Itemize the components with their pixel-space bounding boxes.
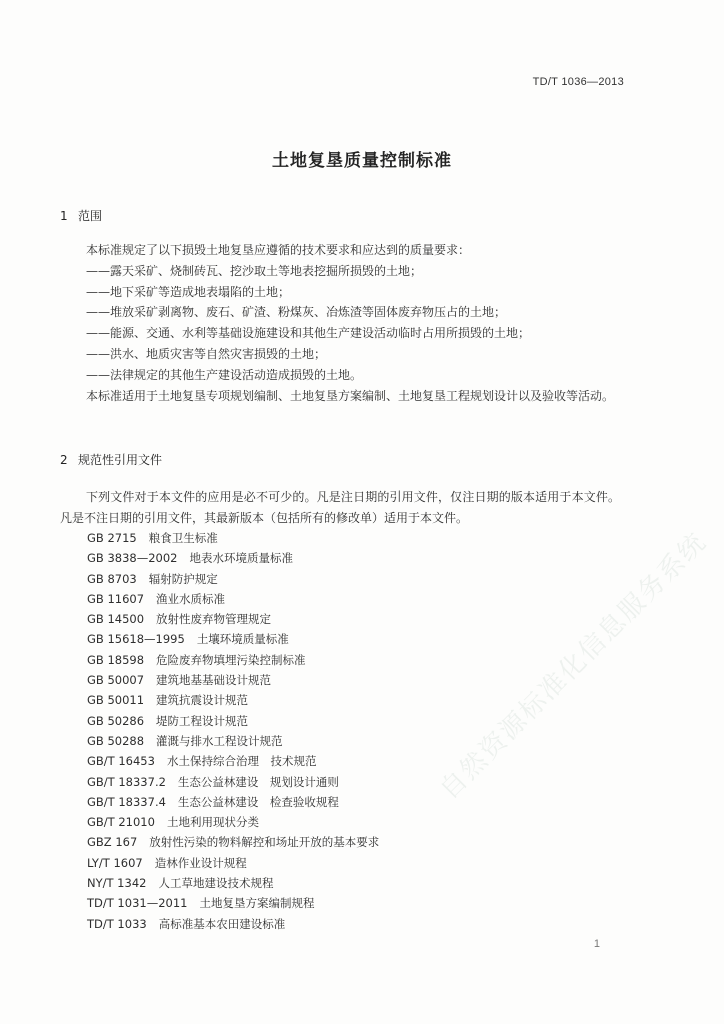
- section-2-body: [60, 487, 620, 529]
- section-1-heading: [60, 207, 102, 224]
- reference-code: GB 14500: [87, 612, 145, 627]
- reference-title: 土地复垦方案编制规程: [199, 896, 315, 911]
- reference-code: GB 50286: [87, 713, 145, 728]
- reference-title: 灌溉与排水工程设计规范: [156, 733, 283, 748]
- reference-code: NY/T 1342: [87, 876, 147, 891]
- reference-title: 渔业水质标准: [156, 591, 226, 606]
- reference-item: [87, 670, 607, 690]
- section-1-intro: 本标准规定了以下损毁土地复垦应遵循的技术要求和应达到的质量要求：: [86, 243, 471, 257]
- reference-code: GB 50288: [87, 733, 145, 748]
- scope-item: ——地下采矿等造成地表塌陷的土地；: [86, 284, 291, 299]
- scope-item: ——能源、交通、水利等基础设施建设和其他生产建设活动临时占用所损毁的土地；: [86, 326, 531, 341]
- reference-title: 高标准基本农田建设标准: [158, 916, 286, 931]
- section-1-body: [60, 240, 620, 406]
- reference-item: [87, 914, 607, 934]
- reference-title: 危险废弃物填埋污染控制标准: [156, 652, 306, 667]
- section-2-number: 2: [60, 453, 68, 467]
- reference-code: GB 11607: [87, 591, 145, 606]
- section-2-title: 规范性引用文件: [78, 453, 163, 467]
- reference-title: 粮食卫生标准: [148, 531, 218, 545]
- reference-code: GB 18598: [87, 652, 145, 667]
- reference-item: [87, 589, 607, 609]
- reference-title: 地表水环境质量标准: [189, 551, 293, 566]
- reference-title: 造林作业设计规程: [154, 855, 247, 870]
- reference-item: [87, 893, 607, 913]
- document-title: 土地复垦质量控制标准: [272, 151, 452, 171]
- reference-title: 建筑地基基础设计规范: [156, 673, 272, 688]
- reference-code: GBZ 167: [87, 835, 138, 850]
- reference-item: [87, 711, 607, 731]
- reference-code: GB/T 21010: [87, 815, 155, 830]
- scope-item: ——露天采矿、烧制砖瓦、挖沙取土等地表挖掘所损毁的土地；: [86, 263, 423, 278]
- reference-item: [87, 609, 607, 629]
- reference-title: 生态公益林建设 检查验收规程: [177, 794, 339, 809]
- section-1-title: 范围: [78, 209, 103, 223]
- section-1-number: 1: [60, 209, 68, 223]
- reference-item: [87, 629, 607, 649]
- reference-title: 水土保持综合治理 技术规范: [166, 754, 317, 769]
- reference-code: GB/T 16453: [87, 754, 155, 769]
- reference-item: [87, 731, 607, 751]
- reference-item: [87, 792, 607, 812]
- reference-code: GB 3838—2002: [87, 551, 178, 566]
- reference-code: TD/T 1033: [87, 916, 147, 931]
- reference-code: GB 50007: [87, 673, 145, 688]
- scope-item: ——堆放采矿剥离物、废石、矿渣、粉煤灰、冶炼渣等固体废弃物压占的土地；: [86, 305, 507, 320]
- reference-item: [87, 853, 607, 873]
- reference-item: [87, 832, 607, 852]
- reference-code: GB 50011: [87, 693, 145, 708]
- reference-item: [87, 812, 607, 832]
- reference-list: [87, 528, 607, 934]
- reference-item: [87, 650, 607, 670]
- section-1-applicability: 本标准适用于土地复垦专项规划编制、土地复垦方案编制、土地复垦工程规划设计以及验收等活动。: [86, 388, 615, 403]
- reference-title: 辐射防护规定: [148, 571, 218, 586]
- reference-title: 堤防工程设计规范: [156, 713, 249, 728]
- section-2-intro: 下列文件对于本文件的应用是必不可少的。凡是注日期的引用文件，仅注日期的版本适用于本文件。凡是不注日期的引用文件，其最新版本（包括所有的修改单）适用于本文件。: [60, 490, 620, 525]
- reference-item: [87, 873, 607, 893]
- reference-title: 建筑抗震设计规范: [156, 693, 249, 708]
- section-2-heading: [60, 451, 162, 468]
- watermark: 自然资源标准化信息服务系统: [434, 526, 713, 806]
- reference-title: 放射性污染的物料解控和场址开放的基本要求: [149, 835, 380, 850]
- reference-code: GB/T 18337.2: [87, 774, 166, 789]
- reference-code: GB/T 18337.4: [87, 794, 166, 809]
- reference-code: TD/T 1031—2011: [87, 896, 188, 911]
- reference-item: [87, 569, 607, 589]
- reference-item: [87, 548, 607, 568]
- scope-item: ——法律规定的其他生产建设活动造成损毁的土地。: [86, 367, 363, 382]
- scope-item: ——洪水、地质灾害等自然灾害损毁的土地；: [86, 346, 327, 361]
- reference-title: 人工草地建设技术规程: [158, 876, 274, 891]
- reference-item: [87, 528, 607, 548]
- reference-item: [87, 690, 607, 710]
- reference-code: GB 8703: [87, 571, 137, 586]
- standard-code: TD/T 1036—2013: [532, 76, 624, 88]
- reference-title: 土壤环境质量标准: [196, 632, 289, 647]
- reference-item: [87, 751, 607, 771]
- reference-code: GB 15618—1995: [87, 632, 185, 647]
- reference-title: 土地利用现状分类: [166, 815, 259, 830]
- reference-title: 生态公益林建设 规划设计通则: [177, 774, 339, 789]
- page-number: 1: [593, 938, 600, 950]
- reference-code: LY/T 1607: [87, 855, 143, 870]
- reference-item: [87, 772, 607, 792]
- reference-code: GB 2715: [87, 531, 137, 545]
- reference-title: 放射性废弃物管理规定: [156, 612, 272, 627]
